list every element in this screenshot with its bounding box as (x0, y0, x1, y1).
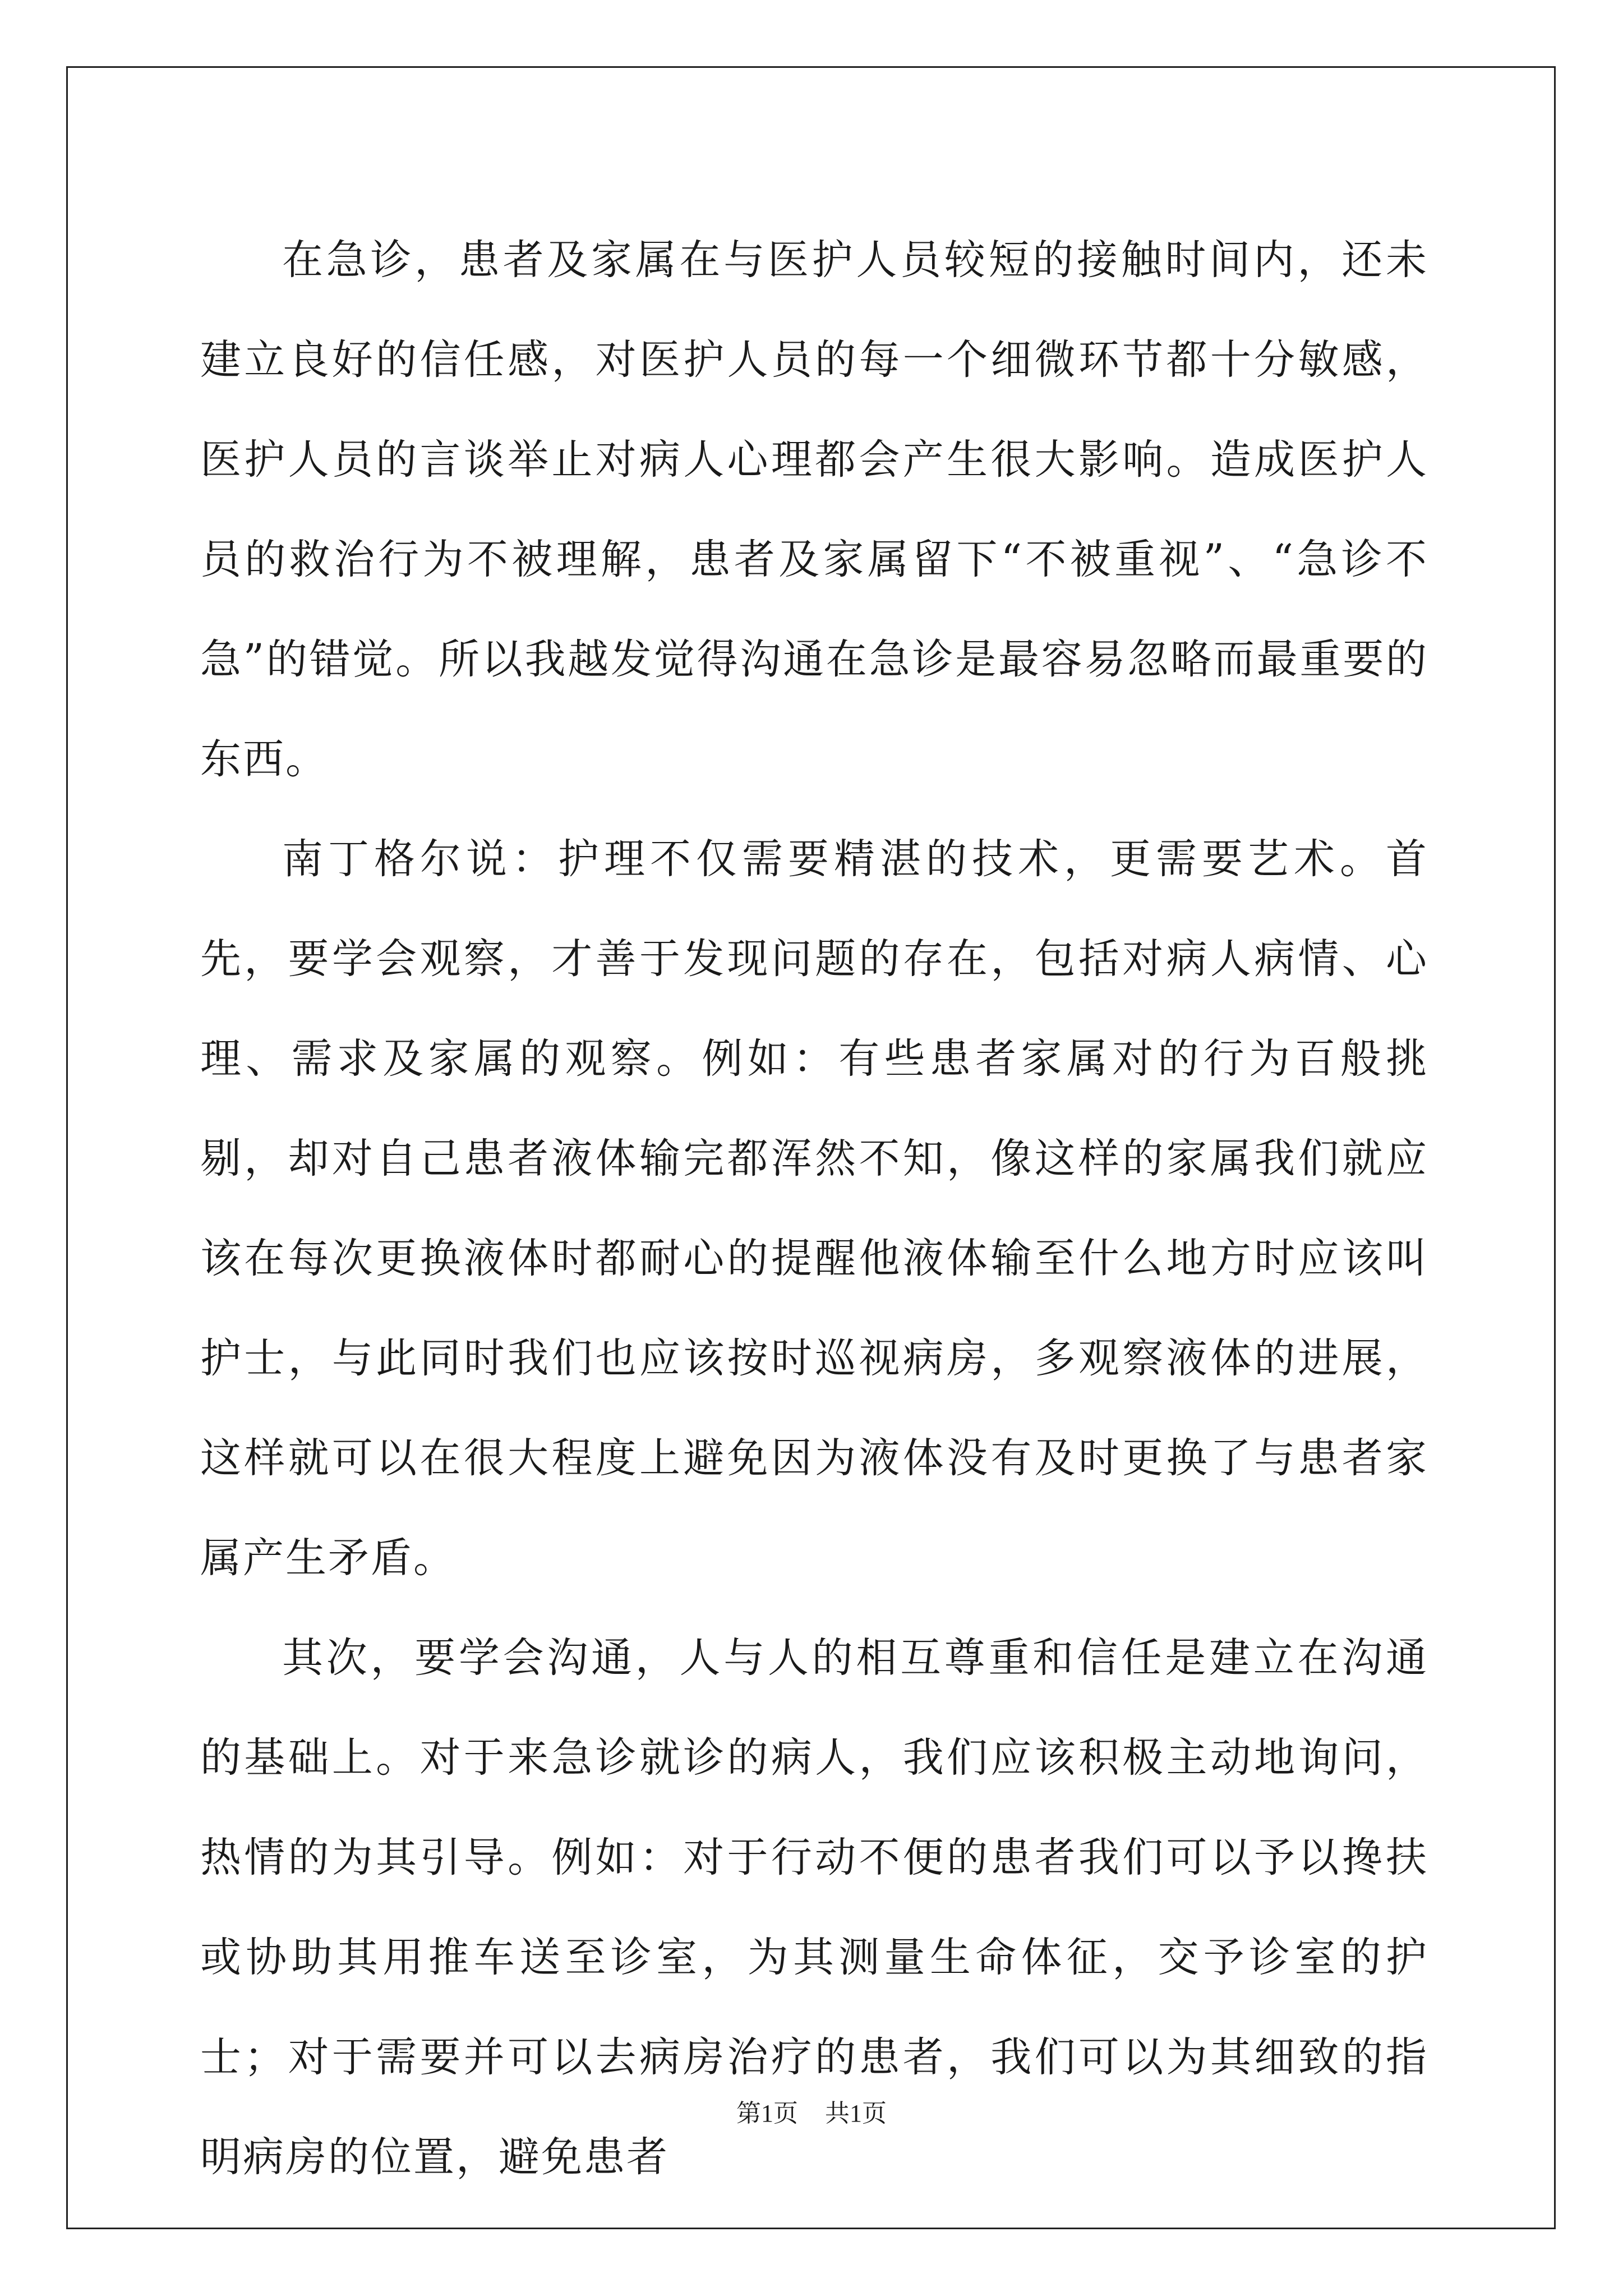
document-body (200, 210, 1428, 2207)
page-total: 共1页 (825, 2100, 887, 2127)
paragraph-3: 其次，要学会沟通，人与人的相互尊重和信任是建立在沟通的基础上。对于来急诊就诊的病人，我们应该积极主动地询问，热情的为其引导。例如：对于行动不便的患者我们可以予以搀扶或协助其用推车送至诊室，为其测量生命体征，交予诊室的护士；对于需要并可以去病房治疗的患者，我们可以为其细致的指明病房的位置，避免患者 (200, 1634, 1428, 2181)
page-footer (0, 2097, 1623, 2131)
paragraph-2: 南丁格尔说：护理不仅需要精湛的技术，更需要艺术。首先，要学会观察，才善于发现问题的存在，包括对病人病情、心理、需求及家属的观察。例如：有些患者家属对的行为百般挑剔，却对自己患者液体输完都浑然不知，像这样的家属我们就应该在每次更换液体时都耐心的提醒他液体输至什么地方时应该叫护士，与此同时我们也应该按时巡视病房，多观察液体的进展，这样就可以在很大程度上避免因为液体没有及时更换了与患者家属产生矛盾。 (200, 835, 1428, 1582)
paragraph-1: 在急诊，患者及家属在与医护人员较短的接触时间内，还未建立良好的信任感，对医护人员的每一个细微环节都十分敏感，医护人员的言谈举止对病人心理都会产生很大影响。造成医护人员的救治行为不被理解，患者及家属留下“不被重视”、“急诊不急”的错觉。所以我越发觉得沟通在急诊是最容易忽略而最重要的东西。 (200, 236, 1428, 783)
page-number: 第1页 (736, 2100, 798, 2127)
